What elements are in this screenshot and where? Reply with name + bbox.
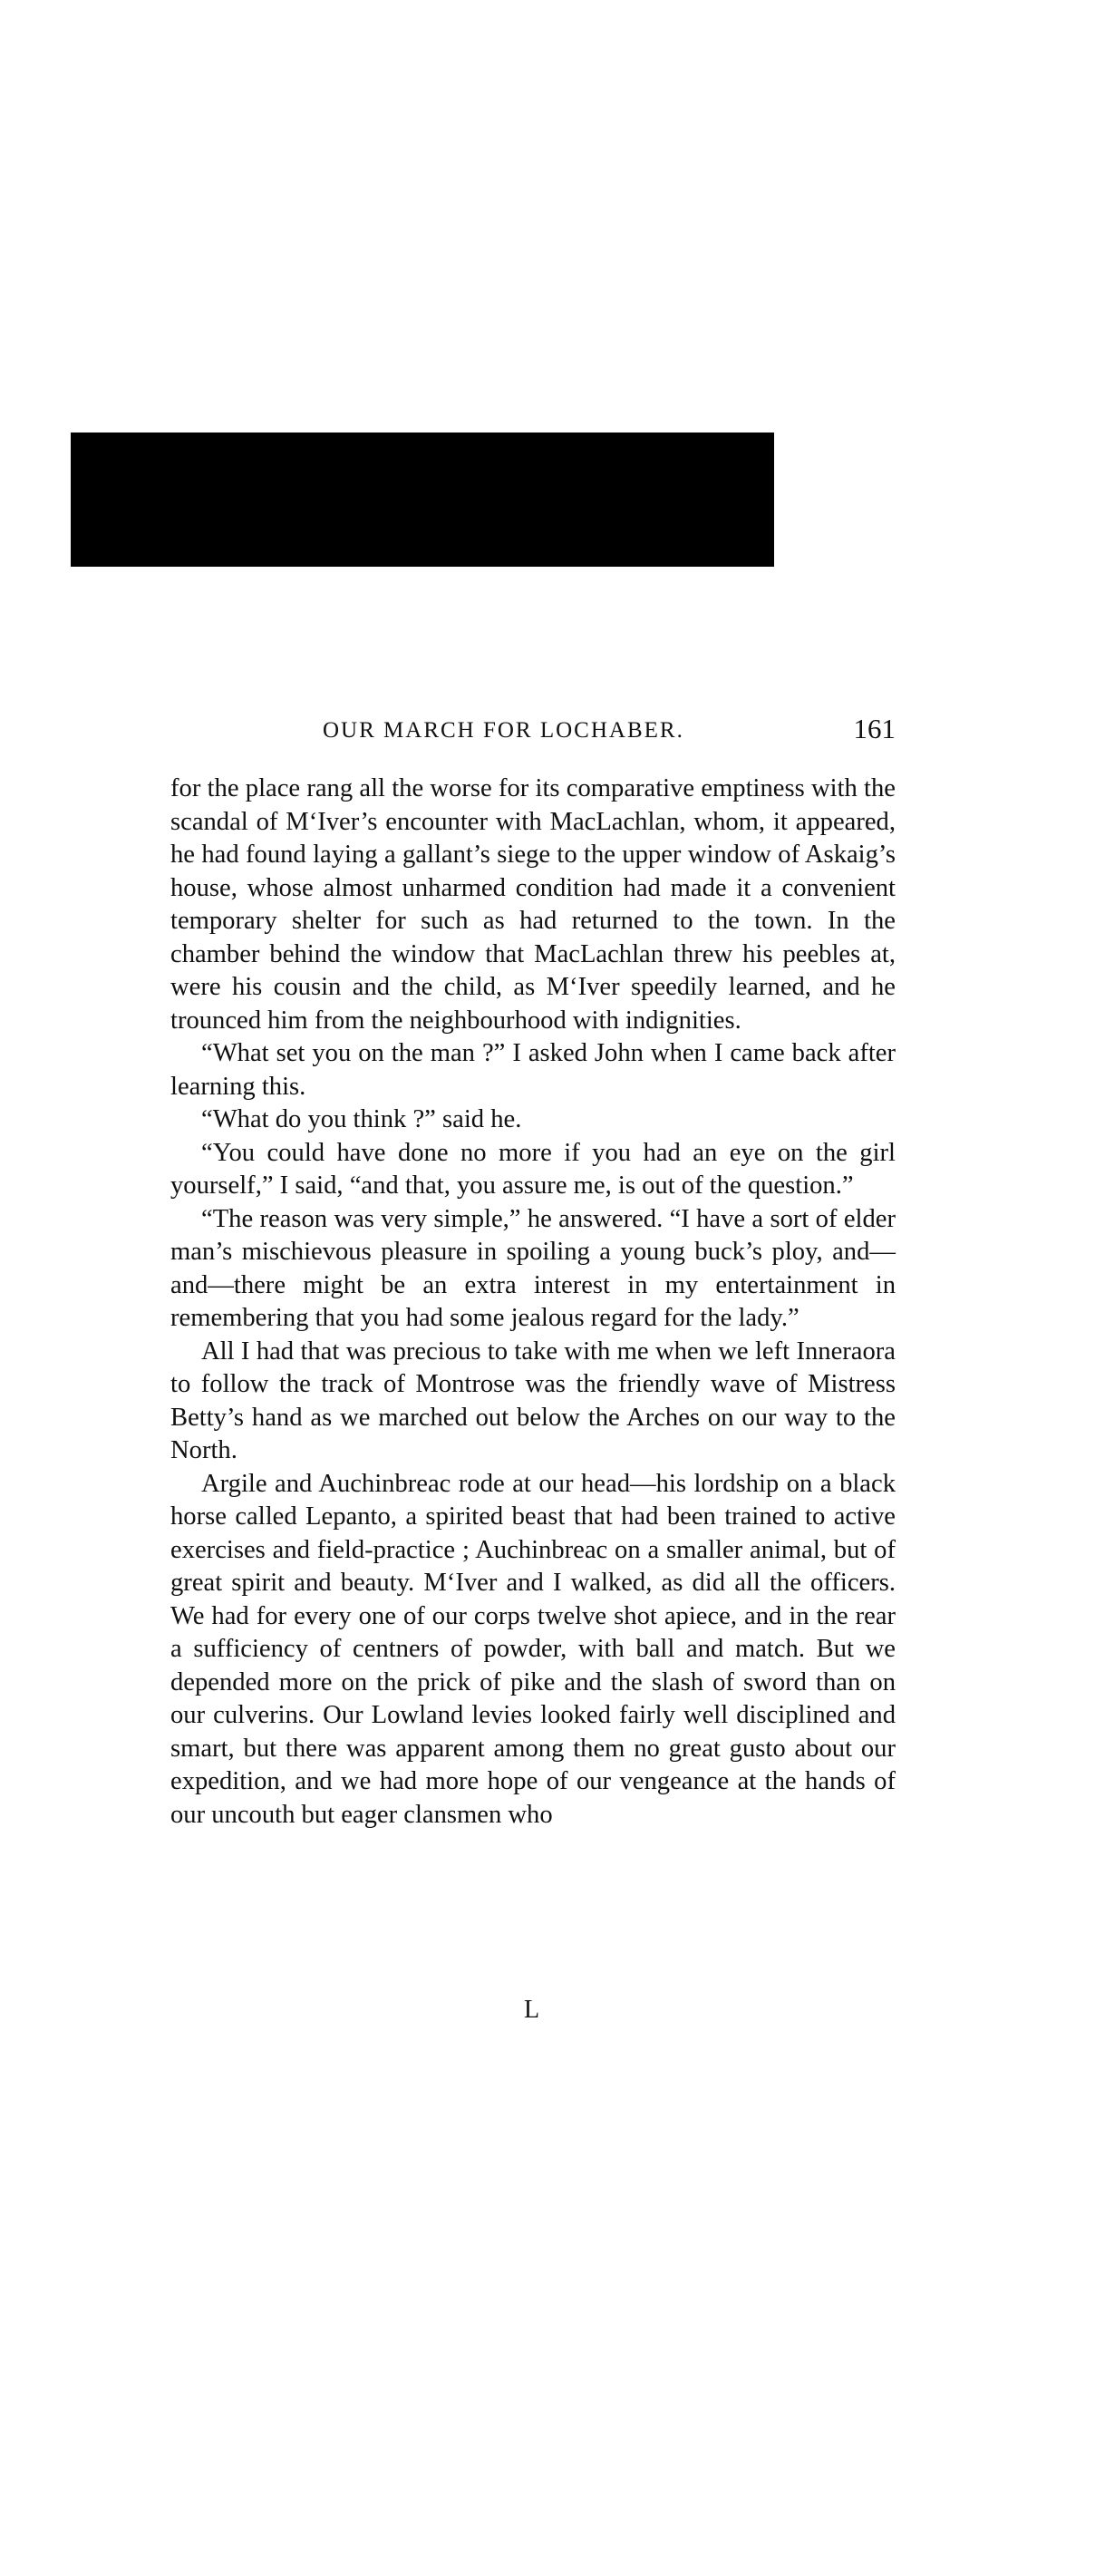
page-number: 161 [853, 713, 896, 744]
paragraph-2: “What set you on the man ?” I asked John when I came back after learning this. [170, 1039, 896, 1101]
body-text [170, 773, 896, 1832]
running-head [170, 713, 896, 749]
paragraph-4: “You could have done no more if you had an eye on the girl yourself,” I said, “and that, you assure me, is out of the question.” [170, 1138, 896, 1200]
paragraph-7: Argile and Auchinbreac rode at our head—his lordship on a black horse called Lepanto, a spirited beast that had been trained to active exercises and field-practice ; Auchinbreac on a smaller animal, but of great spirit and beauty. M‘Iver and I walked, as did all the officers. We had for every one of our corps twelve shot apiece, and in the rear a sufficiency of centners of powder, with ball and match. But we depended more on the prick of pike and the slash of sword than on our culverins. Our Lowland levies looked fairly well disciplined and smart, but there was apparent among them no great gusto about our expedition, and we had more hope of our vengeance at the hands of our uncouth but eager clansmen who [170, 1469, 896, 1829]
running-title: OUR MARCH FOR LOCHABER. [323, 718, 684, 743]
signature-mark: L [524, 1996, 540, 2024]
paragraph-6: All I had that was precious to take with me when we left Inneraora to follow the track of Montrose was the friendly wave of Mistress Betty’s hand as we marched out below the Arches on our way to the North. [170, 1337, 896, 1464]
paragraph-1: for the place rang all the worse for its comparative emptiness with the scandal of M‘Iver’s encounter with MacLachlan, whom, it appeared, he had found laying a gallant’s siege to the upper window of Askaig’s house, whose almost unharmed condition had made it a convenient temporary shelter for such as had returned to the town. In the chamber behind the window that MacLachlan threw his peebles at, were his cousin and the child, as M‘Iver speedily learned, and he trounced him from the neighbourhood with indignities. [170, 774, 896, 1035]
paragraph-5: “The reason was very simple,” he answered. “I have a sort of elder man’s mischievous pleasure in spoiling a young buck’s ploy, and—and—there might be an extra interest in my entertainment in remembering that you had some jealous regard for the lady.” [170, 1204, 896, 1332]
paragraph-3: “What do you think ?” said he. [201, 1105, 522, 1133]
redaction-block [71, 433, 774, 567]
